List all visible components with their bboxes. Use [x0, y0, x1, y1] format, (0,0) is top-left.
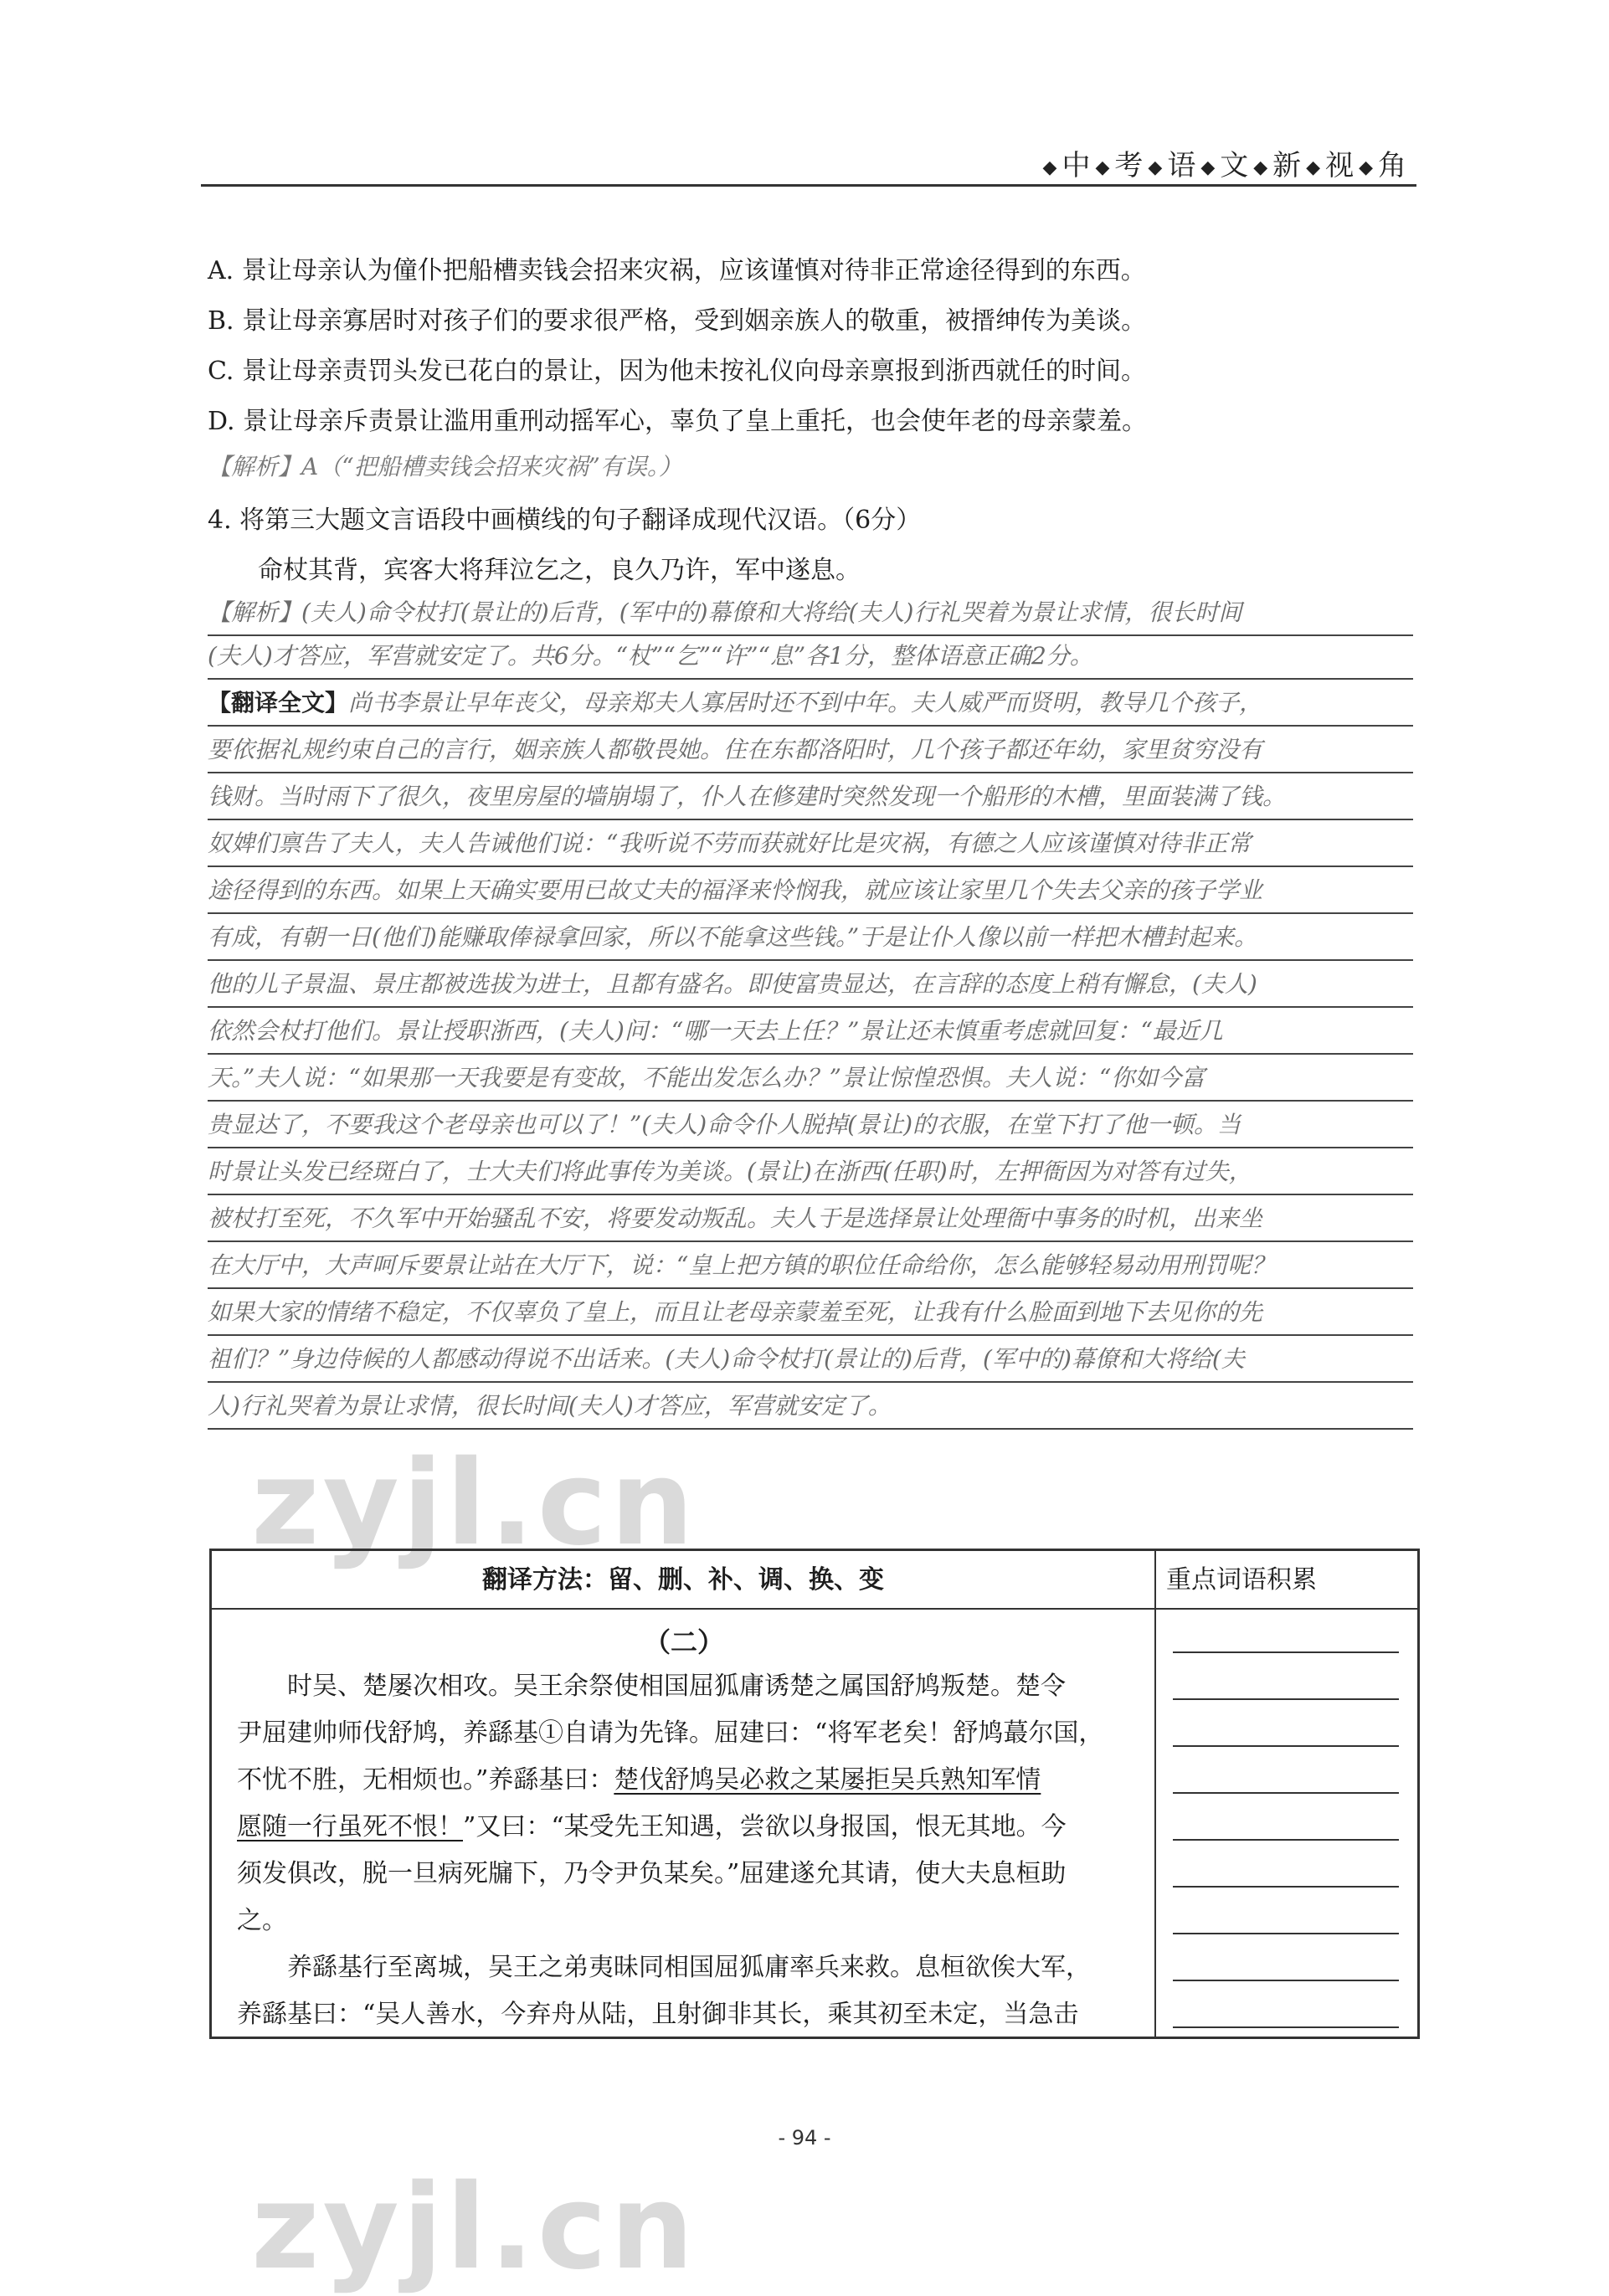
title-char: 新 — [1272, 149, 1303, 182]
translation-line: 人)行礼哭着为景让求情，很长时间(夫人)才答应，军营就安定了。 — [208, 1384, 1413, 1430]
translation-line: 奴婢们禀告了夫人，夫人告诫他们说：“我听说不劳而获就好比是灾祸，有德之人应该谨慎对待非正常 — [208, 822, 1413, 867]
title-char: 角 — [1378, 149, 1408, 182]
passage-line: 尹屈建帅师伐舒鸠，养繇基①自请为先锋。屈建曰：“将军老矣！舒鸠蕞尔国， — [237, 1718, 1104, 1748]
diamond-icon: ◆ — [1306, 157, 1323, 178]
column-title — [1040, 142, 1408, 183]
passage-line: 时吴、楚屡次相攻。吴王余祭使相国屈狐庸诱楚之属国舒鸠叛楚。楚令 — [287, 1672, 1066, 1701]
watermark: zyjl.cn — [251, 2160, 697, 2296]
translation-line: 在大厅中，大声呵斥要景让站在大厅下，说：“皇上把方镇的职位任命给你，怎么能够轻易动用刑罚呢？ — [208, 1244, 1413, 1289]
passage-line: 养繇基曰：“吴人善水，今弃舟从陆，且射御非其长，乘其初至未定，当急击 — [237, 2000, 1079, 2029]
translation-line: 他的儿子景温、景庄都被选拔为进士，且都有盛名。即使富贵显达，在言辞的态度上稍有懈怠，(夫人) — [208, 963, 1413, 1008]
translation-line: 要依据礼规约束自己的言行，姻亲族人都敬畏她。住在东都洛阳时，几个孩子都还年幼，家里贫穷没有 — [208, 728, 1413, 773]
answer-analysis-3: 【解析】A（“把船槽卖钱会招来灾祸”有误。） — [208, 453, 682, 480]
vocab-blank[interactable] — [1173, 1792, 1399, 1794]
passage-line: 须发俱改，脱一旦病死牖下，乃令尹负某矣。”屈建遂允其请，使大夫息桓助 — [237, 1859, 1067, 1888]
diamond-icon: ◆ — [1359, 157, 1375, 178]
diamond-icon: ◆ — [1200, 157, 1217, 178]
passage-area — [212, 1610, 1156, 2037]
vocab-blank[interactable] — [1173, 1933, 1399, 1934]
vocab-blank[interactable] — [1173, 1886, 1399, 1888]
vocab-blank[interactable] — [1173, 1651, 1399, 1653]
vocab-title: 重点词语积累 — [1156, 1551, 1417, 1610]
translation-text: 尚书李景让早年丧父，母亲郑夫人寡居时还不到中年。夫人威严而贤明，教导几个孩子， — [348, 689, 1263, 717]
option-a: A. 景让母亲认为僮仆把船槽卖钱会招来灾祸，应该谨慎对待非正常途径得到的东西。 — [208, 256, 1146, 285]
title-char: 文 — [1220, 149, 1251, 182]
underlined-sentence: 楚伐舒鸠吴必救之某屡拒吴兵熟知军情 — [614, 1765, 1041, 1795]
vocab-blank[interactable] — [1173, 1839, 1399, 1841]
watermark: zyjl.cn — [251, 1436, 697, 1572]
vocab-blank[interactable] — [1173, 1980, 1399, 1981]
translation-line: 被杖打至死，不久军中开始骚乱不安，将要发动叛乱。夫人于是选择景让处理衙中事务的时机，出来坐 — [208, 1197, 1413, 1242]
exercise-box — [209, 1549, 1420, 2039]
diamond-icon: ◆ — [1095, 157, 1112, 178]
translation-line: 依然会杖打他们。景让授职浙西，(夫人)问：“哪一天去上任？”景让还未慎重考虑就回复：“最近几 — [208, 1009, 1413, 1055]
page-number: - 94 - — [778, 2126, 831, 2150]
classical-sentence: 命杖其背，宾客大将拜泣乞之，良久乃许，军中遂息。 — [258, 556, 861, 585]
translation-line: 途径得到的东西。如果上天确实要用已故丈夫的福泽来怜悯我，就应该让家里几个失去父亲的孩子学业 — [208, 869, 1413, 914]
option-b: B. 景让母亲寡居时对孩子们的要求很严格，受到姻亲族人的敬重，被搢绅传为美谈。 — [208, 306, 1147, 336]
underlined-sentence: 愿随一行虽死不恨！ — [237, 1812, 463, 1841]
vocab-blank[interactable] — [1173, 1745, 1399, 1747]
translation-line: 天。”夫人说：“如果那一天我要是有变故，不能出发怎么办？”景让惊惶恐惧。夫人说：“你如今富 — [208, 1056, 1413, 1102]
method-title: 翻译方法：留、删、补、调、换、变 — [212, 1551, 1156, 1610]
translation-line: 祖们？”身边侍候的人都感动得说不出话来。(夫人)命令杖打(景让的)后背，(军中的)幕僚和大将给(夫 — [208, 1338, 1413, 1383]
diamond-icon: ◆ — [1148, 157, 1164, 178]
diamond-icon: ◆ — [1042, 157, 1059, 178]
translation-label: 【翻译全文】 — [208, 689, 349, 717]
translation-line: 贵显达了，不要我这个老母亲也可以了！”(夫人)命令仆人脱掉(景让)的衣服，在堂下打了他一顿。当 — [208, 1103, 1413, 1148]
vocab-blank[interactable] — [1173, 1698, 1399, 1700]
diamond-icon: ◆ — [1253, 157, 1270, 178]
analysis-line: 【解析】(夫人)命令杖打(景让的)后背，(军中的)幕僚和大将给(夫人)行礼哭着为景让求情，很长时间 — [208, 591, 1413, 636]
passage-line: 之。 — [237, 1906, 287, 1935]
passage-line — [237, 1759, 1041, 1795]
translation-line — [208, 681, 1413, 727]
title-char: 中 — [1062, 149, 1092, 182]
passage-text: 不忧不胜，无相烦也。”养繇基曰： — [237, 1765, 614, 1795]
analysis-line: (夫人)才答应，军营就安定了。共6分。“杖”“乞”“许”“息”各1分，整体语意正确2分。 — [208, 634, 1413, 680]
title-char: 视 — [1325, 149, 1356, 182]
title-char: 考 — [1114, 149, 1145, 182]
translation-line: 时景让头发已经斑白了，士大夫们将此事传为美谈。(景让)在浙西(任职)时，左押衙因为对答有过失， — [208, 1150, 1413, 1195]
page-header — [201, 141, 1416, 187]
vocab-area[interactable] — [1156, 1610, 1417, 2037]
option-c: C. 景让母亲责罚头发已花白的景让，因为他未按礼仪向母亲禀报到浙西就任的时间。 — [208, 357, 1146, 386]
translation-line: 钱财。当时雨下了很久，夜里房屋的墙崩塌了，仆人在修建时突然发现一个船形的木槽，里面装满了钱。 — [208, 775, 1413, 820]
option-d: D. 景让母亲斥责景让滥用重刑动摇军心，辜负了皇上重托，也会使年老的母亲蒙羞。 — [208, 407, 1148, 436]
passage-text: ”又曰：“某受先王知遇，尝欲以身报国，恨无其地。今 — [463, 1812, 1067, 1841]
vocab-blank[interactable] — [1173, 2026, 1399, 2028]
section-number: （二） — [643, 1626, 724, 1658]
title-char: 语 — [1167, 149, 1198, 182]
translation-line: 如果大家的情绪不稳定，不仅辜负了皇上，而且让老母亲蒙羞至死，让我有什么脸面到地下去见你的先 — [208, 1291, 1413, 1336]
passage-line: 养繇基行至离城，吴王之弟夷昧同相国屈狐庸率兵来救。息桓欲俟大军， — [287, 1953, 1091, 1982]
translation-line: 有成，有朝一日(他们)能赚取俸禄拿回家，所以不能拿这些钱。”于是让仆人像以前一样把木槽封起来。 — [208, 916, 1413, 961]
passage-line — [237, 1805, 1067, 1842]
question-4: 4. 将第三大题文言语段中画横线的句子翻译成现代汉语。（6分） — [208, 506, 922, 535]
